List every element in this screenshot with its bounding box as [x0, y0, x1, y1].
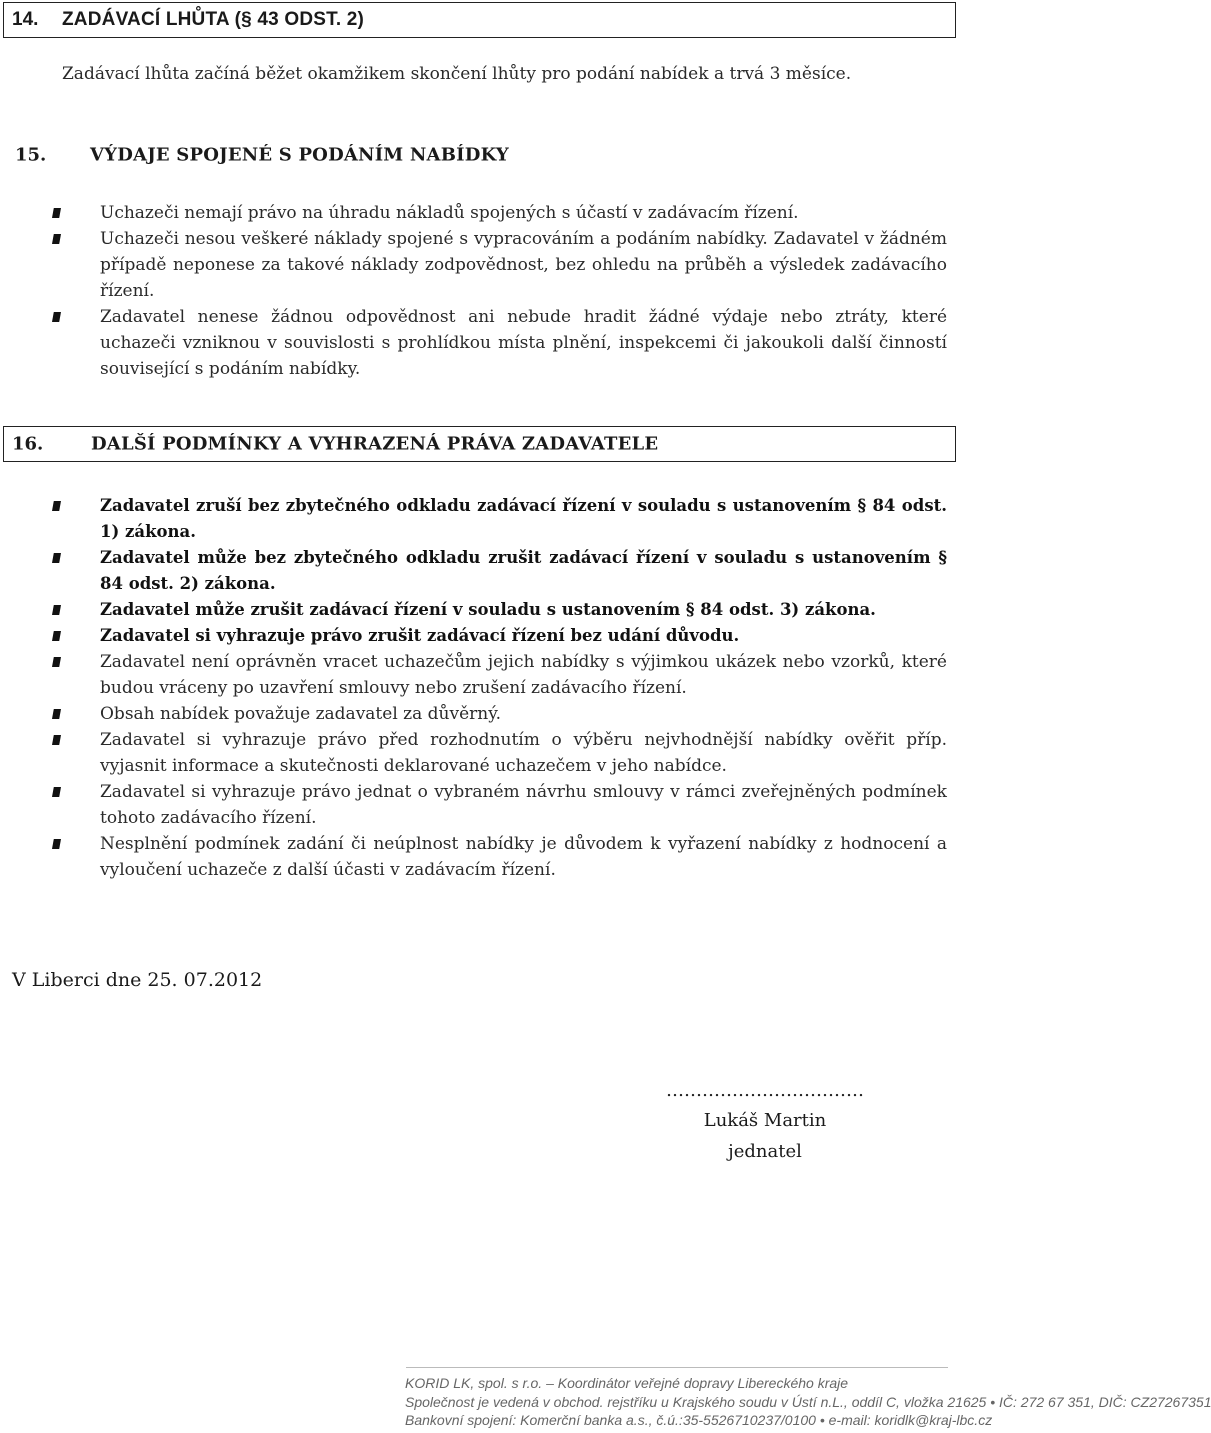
- section-14-title: ZADÁVACÍ LHŮTA (§ 43 ODST. 2): [62, 9, 365, 30]
- list-item: Uchazeči nemají právo na úhradu nákladů spojených s účastí v zadávacím řízení.: [0, 200, 960, 226]
- list-item: Zadavatel není oprávněn vracet uchazečům jejich nabídky s výjimkou ukázek nebo vzorků, které budou vráceny po uzavření smlouvy nebo zrušení zadávacího řízení.: [0, 649, 960, 701]
- signatory-role: jednatel: [728, 1141, 802, 1162]
- list-item: Zadavatel si vyhrazuje právo jednat o vybraném návrhu smlouvy v rámci zveřejněných podmínek tohoto zadávacího řízení.: [0, 779, 960, 831]
- section-14-number: 14.: [12, 9, 39, 30]
- list-item: Zadavatel si vyhrazuje právo před rozhodnutím o výběru nejvhodnější nabídky ověřit příp. vyjasnit informace a skutečnosti deklarované uchazečem v jeho nabídce.: [0, 727, 960, 779]
- bullet-icon: [52, 553, 61, 563]
- section-14-text: Zadávací lhůta začíná běžet okamžikem skončení lhůty pro podání nabídek a trvá 3 měsíce.: [62, 64, 852, 84]
- section-15-number: 15.: [15, 144, 47, 166]
- bullet-icon: [52, 501, 61, 511]
- list-item: Zadavatel může zrušit zadávací řízení v souladu s ustanovením § 84 odst. 3) zákona.: [0, 597, 960, 623]
- list-item: Obsah nabídek považuje zadavatel za důvěrný.: [0, 701, 960, 727]
- bullet-icon: [52, 312, 61, 322]
- section-16-heading: [3, 426, 956, 462]
- list-item: Zadavatel zruší bez zbytečného odkladu zadávací řízení v souladu s ustanovením § 84 odst. 1) zákona.: [0, 493, 960, 545]
- section-16-number: 16.: [12, 433, 44, 455]
- footer-company: KORID LK, spol. s r.o. – Koordinátor veřejné dopravy Libereckého kraje: [405, 1375, 849, 1391]
- bullet-icon: [52, 839, 61, 849]
- list-item: Uchazeči nesou veškeré náklady spojené s vypracováním a podáním nabídky. Zadavatel v žádném případě neponese za takové náklady zodpovědnost, bez ohledu na průběh a výsledek zadávacího řízení.: [0, 226, 960, 304]
- section-16-title: DALŠÍ PODMÍNKY A VYHRAZENÁ PRÁVA ZADAVATELE: [91, 433, 659, 455]
- section-15-heading: [3, 140, 956, 170]
- list-item: Zadavatel může bez zbytečného odkladu zrušit zadávací řízení v souladu s ustanovením § 84 odst. 2) zákona.: [0, 545, 960, 597]
- section-15-title: VÝDAJE SPOJENÉ S PODÁNÍM NABÍDKY: [90, 144, 509, 166]
- signature-dots: ……………………………: [666, 1080, 864, 1101]
- footer-registry: Společnost je vedená v obchod. rejstříku u Krajského soudu v Ústí n.L., oddíl C, vložka 21625 • IČ: 272 67 351, DIČ: CZ27267351: [405, 1394, 1211, 1410]
- bullet-icon: [52, 657, 61, 667]
- footer-divider: [406, 1367, 948, 1368]
- bullet-icon: [52, 234, 61, 244]
- bullet-icon: [52, 605, 61, 615]
- section-14-heading: [3, 2, 956, 38]
- list-item: Zadavatel si vyhrazuje právo zrušit zadávací řízení bez udání důvodu.: [0, 623, 960, 649]
- list-item: Nesplnění podmínek zadání či neúplnost nabídky je důvodem k vyřazení nabídky z hodnocení a vyloučení uchazeče z další účasti v zadávacím řízení.: [0, 831, 960, 883]
- list-item: Zadavatel nenese žádnou odpovědnost ani nebude hradit žádné výdaje nebo ztráty, které uchazeči vzniknou v souvislosti s prohlídkou místa plnění, inspekcemi či jakoukoli další činností související s podáním nabídky.: [0, 304, 960, 382]
- section-15-list: [0, 200, 960, 382]
- bullet-icon: [52, 709, 61, 719]
- footer-bank: Bankovní spojení: Komerční banka a.s., č.ú.:35-5526710237/0100 • e-mail: koridlk@kraj-lbc.cz: [405, 1412, 993, 1428]
- date-line: V Liberci dne 25. 07.2012: [12, 969, 263, 991]
- bullet-icon: [52, 631, 61, 641]
- bullet-icon: [52, 735, 61, 745]
- bullet-icon: [52, 787, 61, 797]
- section-16-list: [0, 493, 960, 883]
- signatory-name: Lukáš Martin: [703, 1110, 827, 1131]
- bullet-icon: [52, 208, 61, 218]
